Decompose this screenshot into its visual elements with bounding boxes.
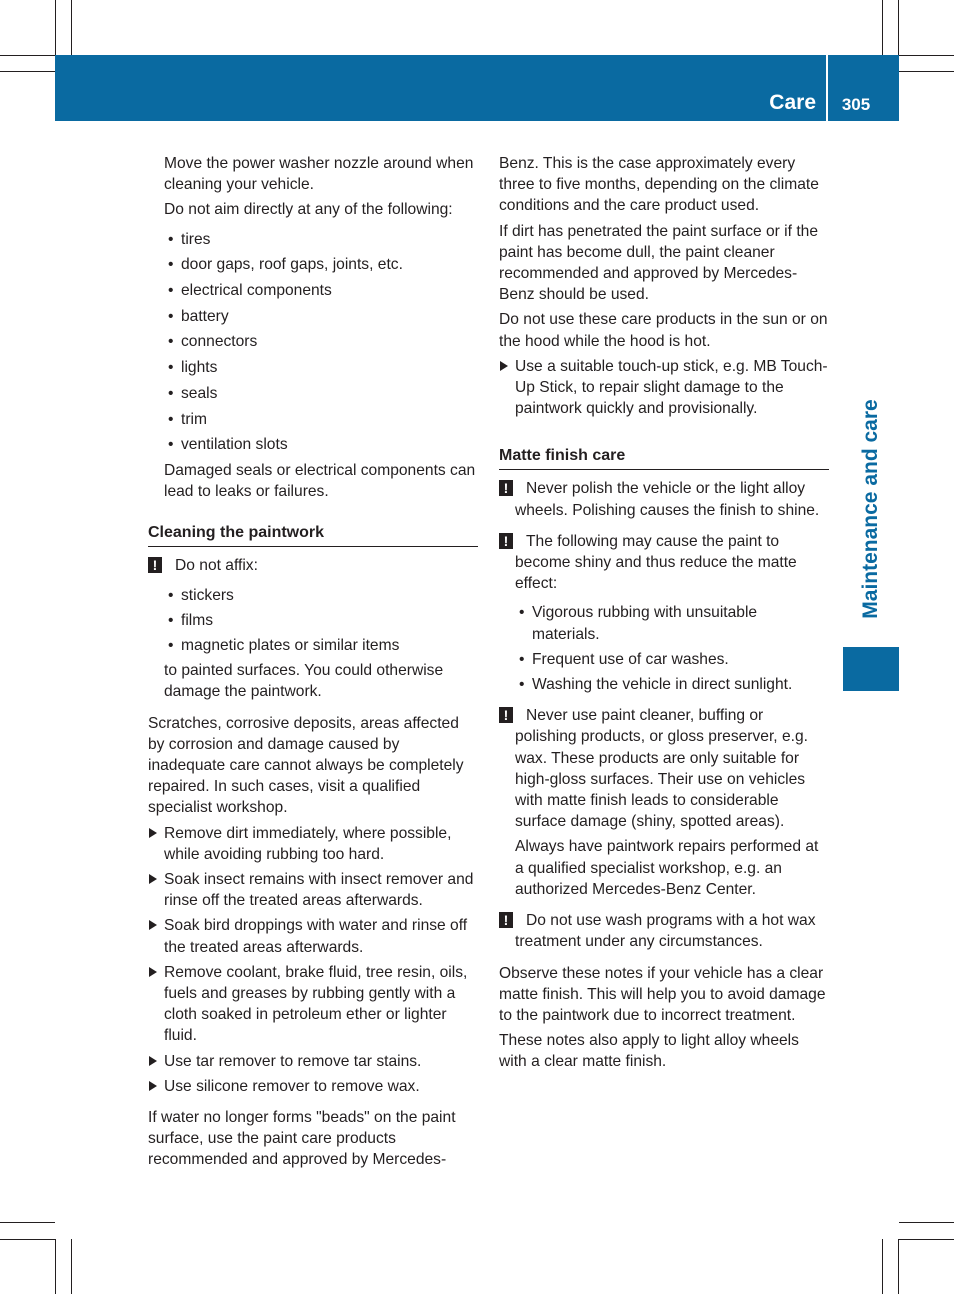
list-item: • ventilation slots [168,434,478,455]
crop-mark [71,0,72,55]
step-item: Remove dirt immediately, where possible, while avoiding rubbing too hard. [148,823,478,865]
crop-mark [55,0,56,55]
step-list [499,356,829,420]
warning-text: Do not use wash programs with a hot wax treatment under any circumstances. [515,912,816,951]
crop-mark [898,0,899,55]
step-item: Use tar remover to remove tar stains. [148,1051,478,1072]
step-arrow-icon [149,1056,157,1066]
paragraph: Move the power washer nozzle around when cleaning your vehicle. [164,155,474,194]
step-item: Use a suitable touch-up stick, e.g. MB Touch-Up Stick, to repair slight damage to the paintwork quickly and provisionally. [499,356,829,420]
list-item: • battery [168,306,478,327]
header-divider [826,55,828,121]
list-item: • Vigorous rubbing with unsuitable materials. [519,602,829,644]
crop-mark [0,1222,55,1223]
list-item: • lights [168,357,478,378]
list-item: • Frequent use of car washes. [519,649,829,670]
step-list [148,823,478,1097]
paragraph: Benz. This is the case approximately every three to five months, depending on the climate conditions and the care product used. [499,155,819,215]
warning-note [499,531,829,595]
list-item: • door gaps, roof gaps, joints, etc. [168,254,478,275]
crop-mark [899,1222,954,1223]
step-arrow-icon [500,361,508,371]
warning-text: The following may cause the paint to become shiny and thus reduce the matte effect: [515,532,797,593]
list-item: • Washing the vehicle in direct sunlight. [519,674,829,695]
crop-mark [0,71,55,72]
list-item: • seals [168,383,478,404]
section-heading: Matte finish care [499,445,829,470]
step-arrow-icon [149,1081,157,1091]
warning-text: Never polish the vehicle or the light alloy wheels. Polishing causes the finish to shine. [515,480,820,519]
crop-mark [71,1239,72,1294]
step-item: Remove coolant, brake fluid, tree resin, oils, fuels and greases by rubbing gently with a cloth soaked in petroleum ether or lighter fluid. [148,962,478,1047]
step-arrow-icon [149,828,157,838]
step-item: Soak insect remains with insect remover and rinse off the treated areas afterwards. [148,869,478,911]
step-item: Use silicone remover to remove wax. [148,1076,478,1097]
list-item: • connectors [168,331,478,352]
page-number: 305 [841,95,871,114]
list-item: • trim [168,409,478,430]
warning-icon: ! [499,912,513,928]
warning-text: Do not affix: [175,557,258,575]
paragraph: Do not use these care products in the sun or on the hood while the hood is hot. [499,311,828,350]
crop-mark [898,1239,899,1294]
warning-icon: ! [499,533,513,549]
paragraph: Observe these notes if your vehicle has a clear matte finish. This will help you to avoid damage to the paintwork due to incorrect treatment. [499,964,826,1024]
bullet-list [499,602,829,695]
section-heading: Cleaning the paintwork [148,522,478,547]
paragraph: to painted surfaces. You could otherwise damage the paintwork. [164,662,444,701]
paragraph: If dirt has penetrated the paint surface or if the paint has become dull, the paint cleaner recommended and approved by Mercedes-Benz should be used. [499,222,818,304]
warning-note [148,555,478,576]
right-column [499,153,829,1077]
paragraph: Always have paintwork repairs performed at a qualified specialist workshop, e.g. an authorized Mercedes-Benz Center. [515,838,819,898]
warning-text: Never use paint cleaner, buffing or polishing products, or gloss preserver, e.g. wax. These products are only suitable for high-gloss surfaces. Their use on vehicles with matte finish leads to considerable surface damage (shiny, spotted areas). [515,707,808,831]
crop-mark [0,1239,55,1240]
warning-icon: ! [148,557,162,573]
side-tab-marker [843,647,899,691]
list-item: • magnetic plates or similar items [168,635,478,656]
side-tab [843,380,899,638]
bullet-list [148,585,478,657]
list-item: • electrical components [168,280,478,301]
crop-mark [0,55,55,56]
paragraph: These notes also apply to light alloy wheels with a clear matte finish. [499,1032,799,1071]
warning-note [499,478,829,520]
crop-mark [899,71,954,72]
list-item: • stickers [168,585,478,606]
paragraph: If water no longer forms "beads" on the paint surface, use the paint care products recommended and approved by Mercedes- [148,1109,456,1169]
paragraph: Damaged seals or electrical components can lead to leaks or failures. [164,461,476,501]
step-item: Soak bird droppings with water and rinse off the treated areas afterwards. [148,915,478,957]
warning-icon: ! [499,707,513,723]
step-arrow-icon [149,920,157,930]
list-item: • tires [168,229,478,250]
section-title: Care [769,91,816,114]
crop-mark [882,0,883,55]
crop-mark [899,1239,954,1240]
left-column [148,153,478,1175]
step-arrow-icon [149,874,157,884]
bullet-list [148,229,478,456]
warning-icon: ! [499,480,513,496]
warning-note [499,910,829,952]
paragraph: Do not aim directly at any of the following: [164,201,453,219]
list-item: • films [168,610,478,631]
crop-mark [882,1239,883,1294]
warning-note [499,705,829,832]
side-tab-label: Maintenance and care [859,399,882,619]
paragraph: Scratches, corrosive deposits, areas affected by corrosion and damage caused by inadequate care cannot always be completely repaired. In such cases, visit a qualified specialist workshop. [148,714,464,817]
crop-mark [899,55,954,56]
crop-mark [55,1239,56,1294]
step-arrow-icon [149,967,157,977]
